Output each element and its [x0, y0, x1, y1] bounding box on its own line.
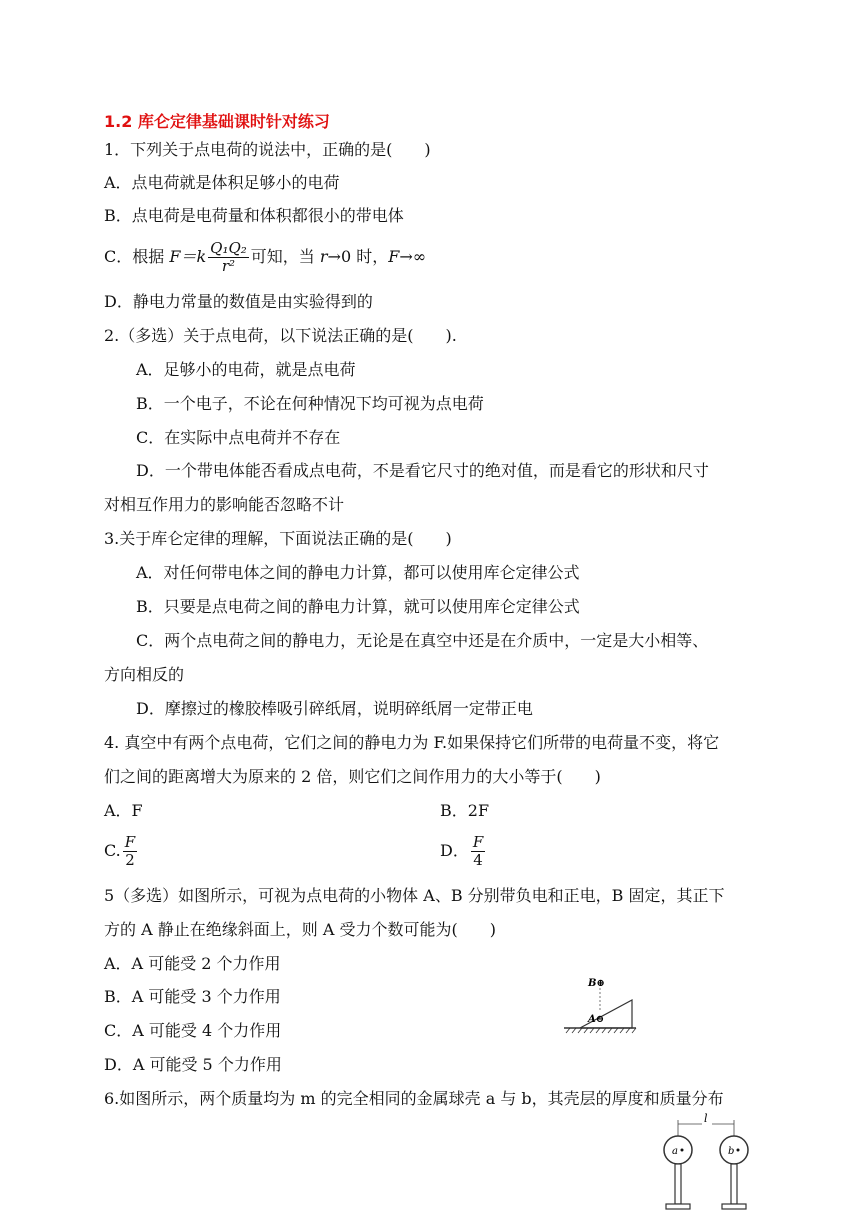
q4-c-label: C. [104, 841, 121, 860]
q5-option-a: A．A 可能受 2 个力作用 [104, 954, 281, 973]
stand-a-pole [675, 1164, 681, 1204]
fraction-denominator: r² [221, 257, 236, 275]
q3-option-c-line1: C．两个点电荷之间的静电力，无论是在真空中还是在介质中，一定是大小相等、 [136, 631, 709, 650]
spheres-figure [660, 1110, 760, 1212]
q4-d-fraction [471, 834, 485, 869]
q1-c-prefix: C．根据 [104, 247, 170, 266]
q3-option-c-line2: 方向相反的 [104, 665, 185, 684]
center-a [681, 1149, 684, 1152]
stand-a-base [666, 1204, 690, 1209]
stand-b-base [722, 1204, 746, 1209]
q2-option-d-line1: D．一个带电体能否看成点电荷，不是看它尺寸的绝对值，而是看它的形状和尺寸 [136, 461, 709, 480]
q5-option-d: D．A 可能受 5 个力作用 [104, 1055, 282, 1074]
coulomb-fraction [208, 240, 249, 275]
q1-option-b: B．点电荷是电荷量和体积都很小的带电体 [104, 206, 404, 225]
q1-option-c [104, 240, 426, 275]
sphere-b-label: b [728, 1146, 735, 1157]
sphere-a-label: a [672, 1146, 678, 1157]
fraction-numerator: Q₁Q₂ [210, 239, 247, 257]
q1-option-d: D．静电力常量的数值是由实验得到的 [104, 292, 373, 311]
q4-c-fraction [123, 834, 137, 869]
q3-option-b: B．只要是点电荷之间的静电力计算，就可以使用库仑定律公式 [136, 597, 580, 616]
charge-b-label: B⊕ [588, 978, 605, 989]
q1-c-mid: 可知，当 [250, 247, 320, 266]
fraction-numerator: F [472, 833, 484, 851]
q4-d-label: D． [440, 841, 469, 860]
sphere-a [664, 1136, 692, 1164]
q2-stem: 2.（多选）关于点电荷，以下说法正确的是( ). [104, 326, 457, 345]
charge-a-label: A⊖ [588, 1014, 605, 1025]
q4-option-c [104, 834, 139, 869]
q4-option-b: B．2F [440, 801, 490, 820]
fraction-denominator: 4 [473, 851, 483, 869]
incline-figure [560, 970, 640, 1036]
q2-option-b: B．一个电子，不论在何种情况下均可视为点电荷 [136, 394, 484, 413]
q5-option-b: B．A 可能受 3 个力作用 [104, 987, 281, 1006]
q5-stem-line2: 方的 A 静止在绝缘斜面上，则 A 受力个数可能为( ) [104, 920, 496, 939]
q1-stem: 1．下列关于点电荷的说法中，正确的是( ) [104, 140, 431, 159]
q4-stem-line2: 们之间的距离增大为原来的 2 倍，则它们之间作用力的大小等于( ) [104, 767, 601, 786]
q1-c-arrowinf: →∞ [399, 247, 427, 266]
q1-c-arrow0: →0 时， [327, 247, 389, 266]
q2-option-a: A．足够小的电荷，就是点电荷 [136, 360, 356, 379]
q4-option-d [440, 834, 487, 869]
distance-l-label: l [704, 1112, 708, 1125]
q5-stem-line1: 5（多选）如图所示，可视为点电荷的小物体 A、B 分别带负电和正电，B 固定，其正下 [104, 886, 725, 905]
q3-option-a: A．对任何带电体之间的静电力计算，都可以使用库仑定律公式 [136, 563, 580, 582]
q3-stem: 3.关于库仑定律的理解，下面说法正确的是( ) [104, 529, 452, 548]
q5-option-c: C．A 可能受 4 个力作用 [104, 1021, 282, 1040]
fraction-numerator: F [124, 833, 136, 851]
q6-stem-line1: 6.如图所示，两个质量均为 m 的完全相同的金属球壳 a 与 b，其壳层的厚度和质量分布 [104, 1089, 724, 1108]
q4-stem-line1: 4. 真空中有两个点电荷，它们之间的静电力为 F.如果保持它们所带的电荷量不变，将它 [104, 733, 720, 752]
q4-option-a: A．F [104, 801, 143, 820]
q3-option-d: D．摩擦过的橡胶棒吸引碎纸屑，说明碎纸屑一定带正电 [136, 699, 533, 718]
q1-c-f: F [388, 247, 400, 266]
q2-option-c: C．在实际中点电荷并不存在 [136, 428, 341, 447]
center-b [737, 1149, 740, 1152]
q1-c-lhs: F＝k [169, 247, 207, 266]
q2-option-d-line2: 对相互作用力的影响能否忽略不计 [104, 495, 345, 514]
q1-option-a: A．点电荷就是体积足够小的电荷 [104, 173, 340, 192]
fraction-denominator: 2 [125, 851, 135, 869]
q1-c-r: r [319, 247, 328, 266]
stand-b-pole [731, 1164, 737, 1204]
page-title: 1.2 库仑定律基础课时针对练习 [104, 112, 330, 131]
